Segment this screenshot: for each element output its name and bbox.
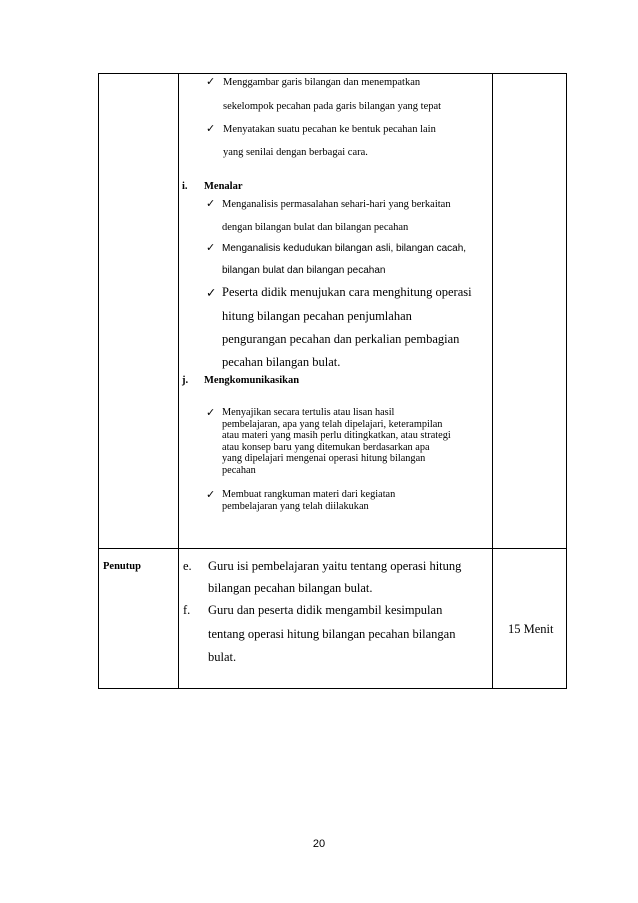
bullet-text: Menggambar garis bilangan dan menempatkan: [223, 77, 421, 88]
bullet-text: Menganalisis kedudukan bilangan asli, bilangan cacah,: [222, 243, 467, 254]
column-divider: [492, 74, 493, 688]
item-text: Guru dan peserta didik mengambil kesimpulan: [208, 603, 443, 617]
section-marker: j.: [182, 375, 189, 386]
item-text: tentang operasi hitung bilangan pecahan bilangan: [208, 627, 456, 641]
bullet-text: atau materi yang masih perlu ditingkatkan, atau strategi: [222, 430, 451, 442]
bullet-text: hitung bilangan pecahan penjumlahan: [222, 309, 412, 323]
section-heading: Menalar: [204, 181, 243, 192]
checkmark-icon: ✓: [206, 241, 216, 254]
checkmark-icon: ✓: [206, 285, 217, 300]
bullet-text: Menyatakan suatu pecahan ke bentuk pecahan lain: [223, 124, 436, 135]
bullet-text: yang senilai dengan berbagai cara.: [223, 147, 368, 158]
bullet-text: yang dipelajari mengenai operasi hitung bilangan: [222, 453, 426, 465]
section-heading: Mengkomunikasikan: [204, 375, 300, 386]
bullet-text: bilangan bulat dan bilangan pecahan: [222, 265, 386, 276]
bullet-text: Peserta didik menujukan cara menghitung operasi: [222, 285, 472, 299]
item-text: bilangan pecahan bilangan bulat.: [208, 581, 373, 595]
item-marker: e.: [183, 559, 192, 573]
row-divider: [99, 548, 566, 549]
checkmark-icon: ✓: [206, 406, 216, 419]
bullet-text: sekelompok pecahan pada garis bilangan yang tepat: [223, 101, 442, 112]
duration-text: 15 Menit: [508, 622, 554, 636]
bullet-text: Menyajikan secara tertulis atau lisan hasil: [222, 407, 395, 418]
bullet-paragraph: [222, 489, 504, 512]
item-marker: f.: [183, 603, 191, 617]
bullet-paragraph: [222, 407, 504, 477]
item-text: Guru isi pembelajaran yaitu tentang operasi hitung: [208, 559, 462, 573]
bullet-text: pecahan: [222, 464, 256, 476]
bullet-text: Membuat rangkuman materi dari kegiatan: [222, 489, 396, 500]
checkmark-icon: ✓: [206, 488, 216, 501]
checkmark-icon: ✓: [206, 197, 216, 210]
bullet-text: dengan bilangan bulat dan bilangan pecahan: [222, 222, 409, 233]
bullet-text: pecahan bilangan bulat.: [222, 355, 341, 369]
bullet-text: Menganalisis permasalahan sehari-hari yang berkaitan: [222, 199, 451, 210]
checkmark-icon: ✓: [206, 75, 216, 88]
column-divider: [178, 74, 179, 688]
bullet-text: pembelajaran, apa yang telah dipelajari, keterampilan: [222, 418, 443, 430]
bullet-text: pengurangan pecahan dan perkalian pembagian: [222, 332, 460, 346]
checkmark-icon: ✓: [206, 122, 216, 135]
lesson-table: [98, 73, 567, 689]
page-number: 20: [312, 838, 326, 850]
section-marker: i.: [182, 181, 188, 192]
item-text: bulat.: [208, 650, 237, 664]
row-label: Penutup: [103, 561, 141, 572]
bullet-text: pembelajaran yang telah diilakukan: [222, 500, 369, 512]
bullet-text: atau konsep baru yang ditemukan berdasarkan apa: [222, 441, 430, 453]
